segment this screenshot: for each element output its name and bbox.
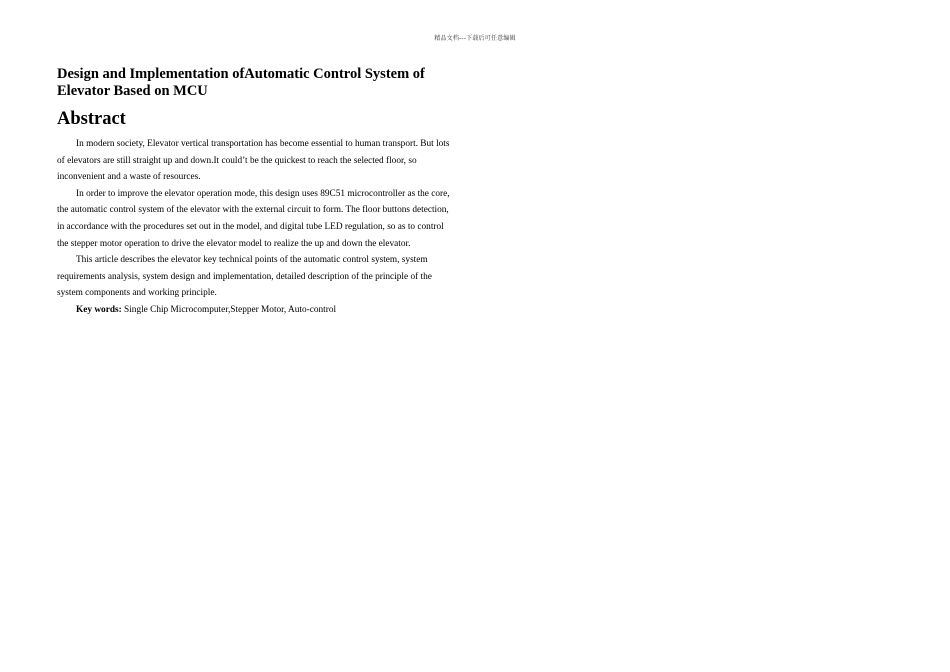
paragraph-line: the stepper motor operation to drive the elevator model to realize the up and down the elevator. xyxy=(57,238,411,249)
paragraph-line: the automatic control system of the elevator with the external circuit to form. The floor buttons detection, xyxy=(57,205,449,216)
abstract-section xyxy=(57,66,477,319)
paragraph-line: In modern society, Elevator vertical transportation has become essential to human transport. But lots xyxy=(76,139,450,149)
keywords-value: Single Chip Microcomputer,Stepper Motor, Auto-control xyxy=(121,304,337,315)
keywords-line xyxy=(57,302,477,319)
abstract-paragraph xyxy=(57,252,477,302)
header-note: 精品文档---下载后可任意编辑 xyxy=(434,35,516,42)
paragraph-line: In order to improve the elevator operation mode, this design uses 89C51 microcontroller as the core, xyxy=(76,188,450,199)
paragraph-line: requirements analysis, system design and implementation, detailed description of the principle of the xyxy=(57,271,432,282)
title-line: Design and Implementation ofAutomatic Control System of xyxy=(57,66,425,82)
paragraph-line: inconvenient and a waste of resources. xyxy=(57,172,201,183)
keywords-paragraph xyxy=(57,302,477,319)
abstract-paragraph xyxy=(57,186,477,252)
abstract-heading: Abstract xyxy=(57,109,126,129)
keywords-label: Key words: xyxy=(76,304,122,315)
paragraph-line: of elevators are still straight up and down.It could’t be the quickest to reach the selected floor, so xyxy=(57,155,417,166)
title-line: Elevator Based on MCU xyxy=(57,83,208,99)
abstract-paragraph xyxy=(57,136,477,186)
paragraph-line: system components and working principle. xyxy=(57,288,217,299)
paragraph-line: This article describes the elevator key technical points of the automatic control system, system xyxy=(76,255,428,266)
paragraph-line: in accordance with the procedures set out in the model, and digital tube LED regulation, so as to control xyxy=(57,221,444,232)
document-title xyxy=(57,66,477,100)
